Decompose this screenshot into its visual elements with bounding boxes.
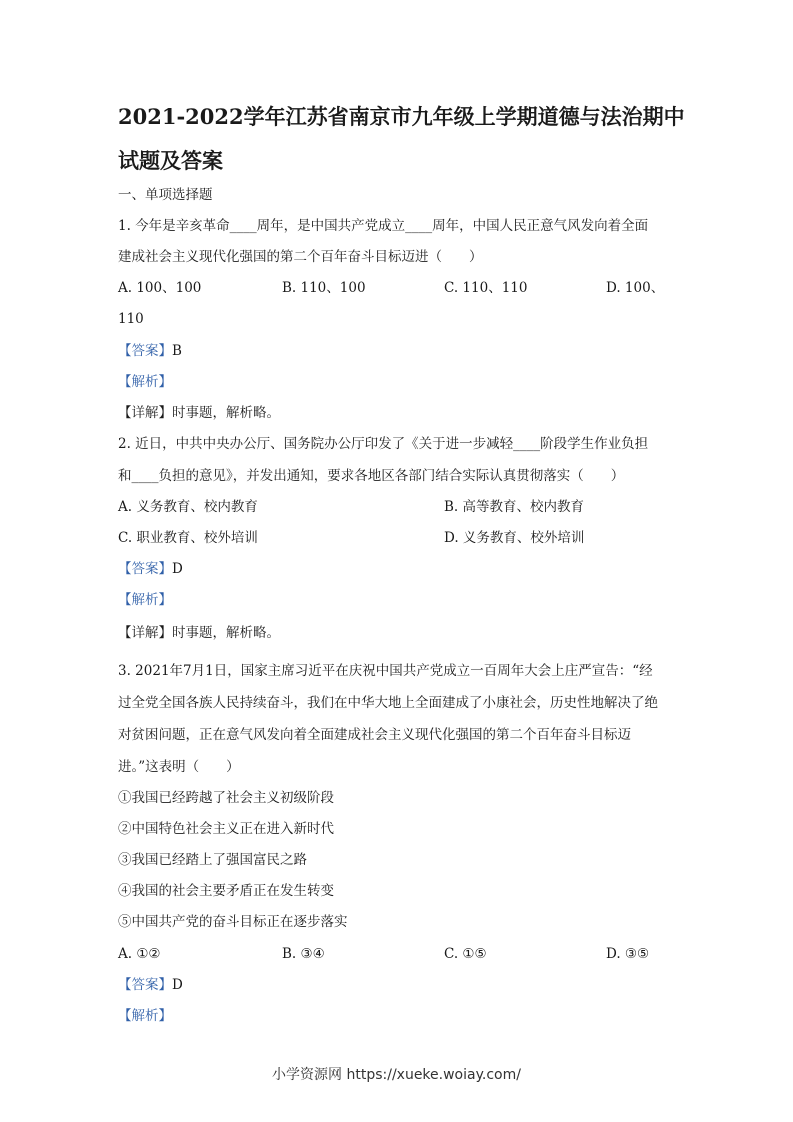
q1-text-line-1: 1. 今年是辛亥革命____周年，是中国共产党成立____周年，中国人民正意气风发向着全面 — [118, 218, 649, 234]
q3-text-line-4: 进。”这表明（ ） — [118, 759, 240, 775]
q3-answer — [118, 979, 183, 993]
footer-source-link[interactable]: 小学资源网 https://xueke.woiay.com/ — [272, 1067, 521, 1083]
document-title-line-2: 试题及答案 — [118, 148, 223, 173]
q3-text-line-1: 3. 2021年7月1日，国家主席习近平在庆祝中国共产党成立一百周年大会上庄严宣告：“经 — [118, 663, 653, 679]
q1-option-d: D. 100、 — [606, 280, 665, 296]
q1-option-d-wrap: 110 — [118, 311, 144, 327]
q2-detail — [118, 627, 280, 641]
document-title-line-1: 2021-2022学年江苏省南京市九年级上学期道德与法治期中 — [118, 104, 685, 129]
q2-answer — [118, 563, 183, 577]
q1-option-b: B. 110、100 — [282, 280, 366, 296]
q3-item-1: ①我国已经跨越了社会主义初级阶段 — [118, 790, 334, 806]
q1-answer — [118, 345, 182, 359]
answer-tag: 【答案】 — [118, 561, 172, 577]
detail-tag: 【详解】 — [118, 405, 172, 421]
answer-tag: 【答案】 — [118, 343, 172, 359]
detail-tag: 【详解】 — [118, 625, 172, 641]
q1-detail — [118, 407, 280, 421]
answer-value: B — [172, 343, 182, 359]
q3-item-4: ④我国的社会主要矛盾正在发生转变 — [118, 883, 334, 899]
q3-text-line-2: 过全党全国各族人民持续奋斗，我们在中华大地上全面建成了小康社会，历史性地解决了绝 — [118, 695, 658, 711]
detail-text: 时事题，解析略。 — [172, 625, 280, 641]
q3-option-b: B. ③④ — [282, 946, 325, 962]
q1-option-a: A. 100、100 — [118, 280, 202, 296]
answer-tag: 【答案】 — [118, 977, 172, 993]
detail-text: 时事题，解析略。 — [172, 405, 280, 421]
q3-item-3: ③我国已经踏上了强国富民之路 — [118, 852, 307, 868]
q2-analysis-tag: 【解析】 — [118, 592, 172, 608]
answer-value: D — [172, 977, 183, 993]
q2-option-b: B. 高等教育、校内教育 — [444, 499, 585, 515]
q1-text-line-2: 建成社会主义现代化强国的第二个百年奋斗目标迈进（ ） — [118, 249, 483, 265]
q2-option-c: C. 职业教育、校外培训 — [118, 530, 258, 546]
answer-value: D — [172, 561, 183, 577]
q2-option-d: D. 义务教育、校外培训 — [444, 530, 585, 546]
q3-analysis-tag: 【解析】 — [118, 1008, 172, 1024]
section-heading: 一、单项选择题 — [118, 187, 213, 203]
q3-option-a: A. ①② — [118, 946, 161, 962]
q1-analysis-tag: 【解析】 — [118, 374, 172, 390]
q1-option-c: C. 110、110 — [444, 280, 528, 296]
q3-item-5: ⑤中国共产党的奋斗目标正在逐步落实 — [118, 914, 348, 930]
q3-option-c: C. ①⑤ — [444, 946, 487, 962]
q3-option-d: D. ③⑤ — [606, 946, 650, 962]
q2-text-line-2: 和____负担的意见》，并发出通知，要求各地区各部门结合实际认真贯彻落实（ ） — [118, 468, 625, 484]
q3-text-line-3: 对贫困问题，正在意气风发向着全面建成社会主义现代化强国的第二个百年奋斗目标迈 — [118, 727, 631, 743]
q3-item-2: ②中国特色社会主义正在进入新时代 — [118, 821, 334, 837]
q2-option-a: A. 义务教育、校内教育 — [118, 499, 258, 515]
q2-text-line-1: 2. 近日，中共中央办公厅、国务院办公厅印发了《关于进一步减轻____阶段学生作业负担 — [118, 436, 649, 452]
